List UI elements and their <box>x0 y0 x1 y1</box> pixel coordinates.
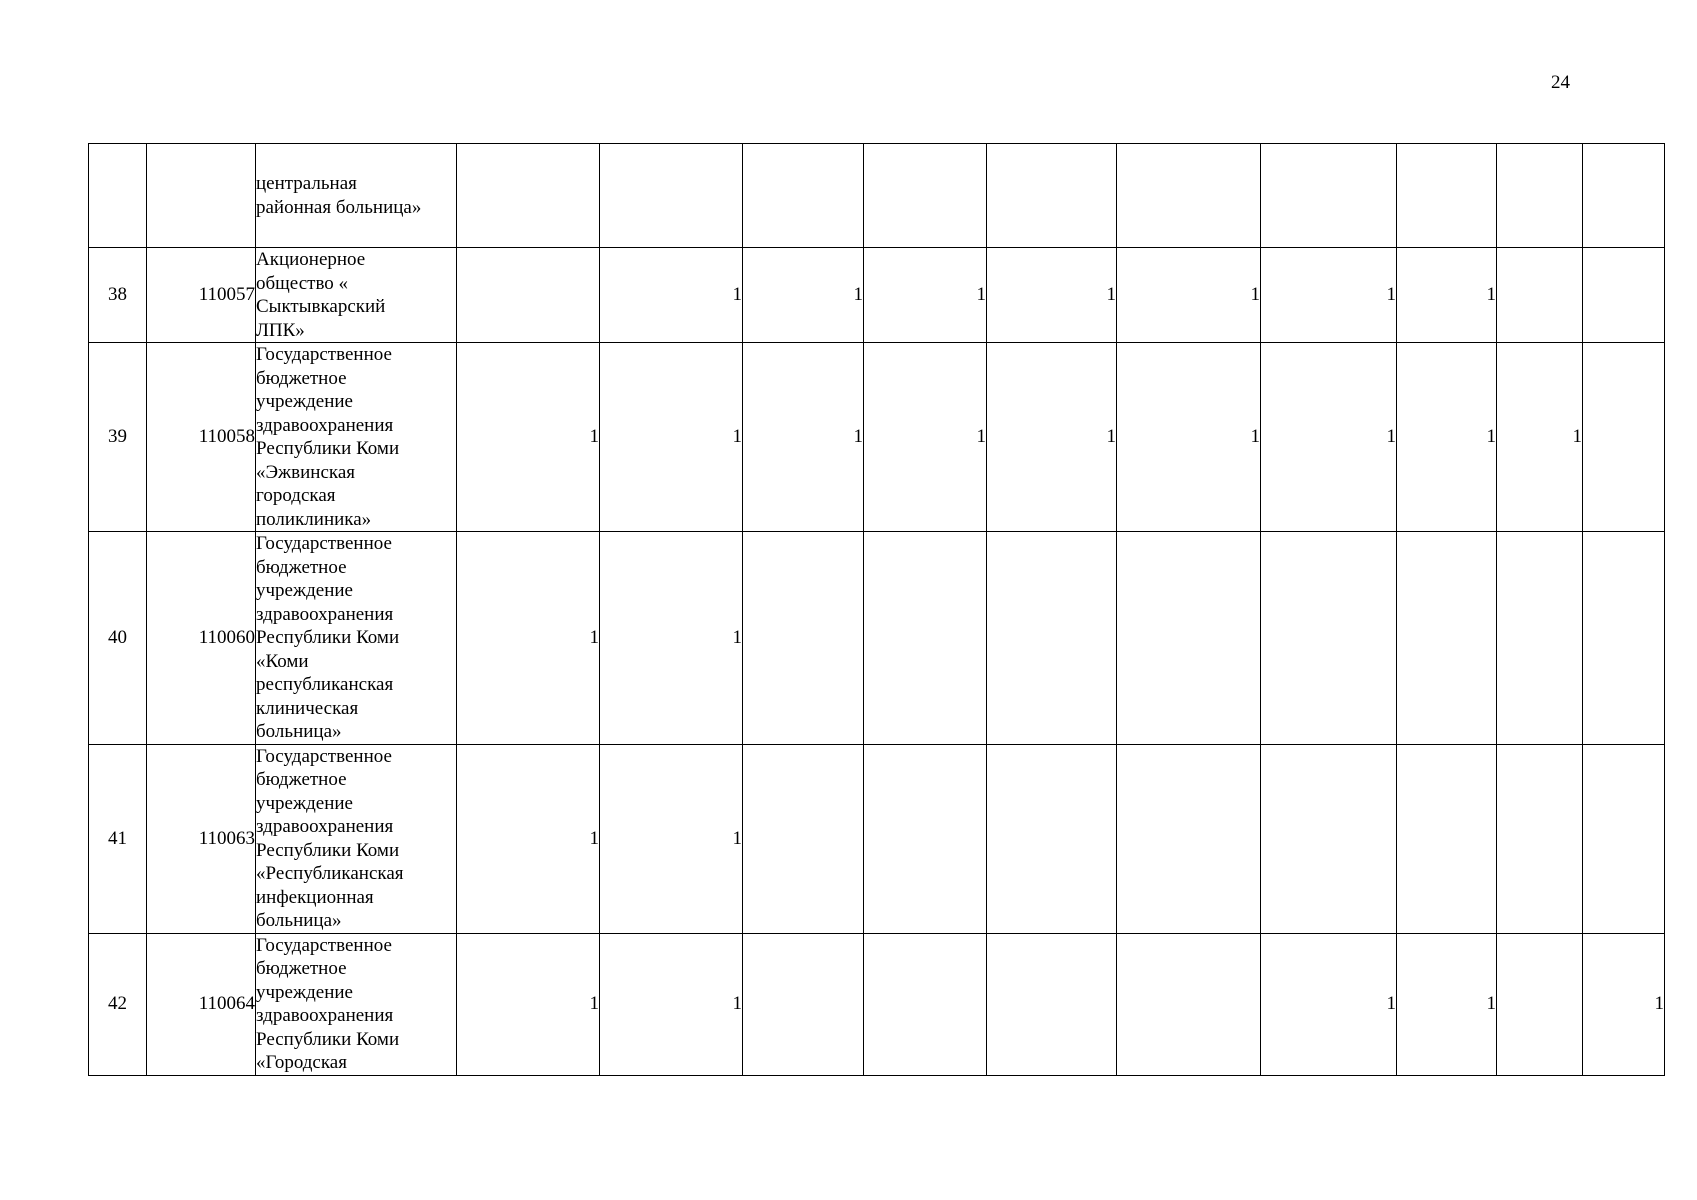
value-cell: 1 <box>987 343 1117 532</box>
org-code-cell: 110057 <box>147 248 256 343</box>
row-number-cell: 38 <box>89 248 147 343</box>
org-code-cell: 110058 <box>147 343 256 532</box>
value-cell: 1 <box>457 532 600 745</box>
value-cell: 1 <box>457 744 600 933</box>
value-cell <box>457 248 600 343</box>
value-cell: 1 <box>1583 933 1665 1075</box>
table-body <box>89 144 1665 1076</box>
value-cell: 1 <box>743 343 864 532</box>
value-cell <box>864 144 987 248</box>
value-cell: 1 <box>1261 248 1397 343</box>
value-cell <box>864 532 987 745</box>
value-cell: 1 <box>1261 933 1397 1075</box>
org-name-cell: Государственное бюджетное учреждение здравоохранения Республики Коми «Эжвинская городская поликлиника» <box>256 343 457 532</box>
table-row <box>89 744 1665 933</box>
org-name-cell: Акционерное общество « Сыктывкарский ЛПК» <box>256 248 457 343</box>
value-cell <box>1397 744 1497 933</box>
value-cell <box>1117 744 1261 933</box>
org-code-cell: 110063 <box>147 744 256 933</box>
value-cell <box>1497 532 1583 745</box>
value-cell: 1 <box>1397 933 1497 1075</box>
value-cell <box>457 144 600 248</box>
value-cell: 1 <box>457 933 600 1075</box>
value-cell <box>1497 933 1583 1075</box>
value-cell <box>743 744 864 933</box>
row-number-cell: 40 <box>89 532 147 745</box>
value-cell: 1 <box>864 248 987 343</box>
value-cell <box>864 744 987 933</box>
value-cell: 1 <box>600 744 743 933</box>
value-cell <box>1397 532 1497 745</box>
table-row <box>89 532 1665 745</box>
page-number: 24 <box>1551 72 1570 93</box>
table-row <box>89 933 1665 1075</box>
table-row <box>89 248 1665 343</box>
value-cell <box>1583 248 1665 343</box>
value-cell <box>987 144 1117 248</box>
value-cell <box>1117 144 1261 248</box>
value-cell: 1 <box>864 343 987 532</box>
row-number-cell: 42 <box>89 933 147 1075</box>
value-cell <box>1261 144 1397 248</box>
value-cell: 1 <box>457 343 600 532</box>
row-number-cell: 39 <box>89 343 147 532</box>
value-cell <box>1583 144 1665 248</box>
value-cell: 1 <box>1117 343 1261 532</box>
table-row <box>89 343 1665 532</box>
value-cell: 1 <box>987 248 1117 343</box>
value-cell <box>1497 744 1583 933</box>
value-cell: 1 <box>600 933 743 1075</box>
value-cell <box>1497 144 1583 248</box>
value-cell <box>987 532 1117 745</box>
org-name-cell: Государственное бюджетное учреждение здравоохранения Республики Коми «Городская <box>256 933 457 1075</box>
value-cell <box>1583 343 1665 532</box>
value-cell: 1 <box>600 532 743 745</box>
org-code-cell: 110060 <box>147 532 256 745</box>
org-code-cell <box>147 144 256 248</box>
value-cell: 1 <box>1497 343 1583 532</box>
value-cell: 1 <box>1397 248 1497 343</box>
value-cell: 1 <box>1261 343 1397 532</box>
value-cell <box>987 744 1117 933</box>
row-number-cell <box>89 144 147 248</box>
value-cell <box>1497 248 1583 343</box>
value-cell: 1 <box>743 248 864 343</box>
value-cell <box>1261 532 1397 745</box>
value-cell: 1 <box>1117 248 1261 343</box>
value-cell <box>743 532 864 745</box>
data-table <box>88 143 1665 1076</box>
value-cell <box>1261 744 1397 933</box>
value-cell <box>1583 532 1665 745</box>
table-row <box>89 144 1665 248</box>
org-name-cell: центральная районная больница» <box>256 144 457 248</box>
value-cell: 1 <box>1397 343 1497 532</box>
row-number-cell: 41 <box>89 744 147 933</box>
org-code-cell: 110064 <box>147 933 256 1075</box>
org-name-cell: Государственное бюджетное учреждение здравоохранения Республики Коми «Коми республиканская клиническая больница» <box>256 532 457 745</box>
value-cell <box>1117 933 1261 1075</box>
value-cell <box>1583 744 1665 933</box>
value-cell: 1 <box>600 343 743 532</box>
value-cell <box>1117 532 1261 745</box>
org-name-cell: Государственное бюджетное учреждение здравоохранения Республики Коми «Республиканская инфекционная больница» <box>256 744 457 933</box>
value-cell <box>600 144 743 248</box>
value-cell <box>1397 144 1497 248</box>
value-cell <box>743 144 864 248</box>
value-cell: 1 <box>600 248 743 343</box>
value-cell <box>987 933 1117 1075</box>
value-cell <box>864 933 987 1075</box>
value-cell <box>743 933 864 1075</box>
